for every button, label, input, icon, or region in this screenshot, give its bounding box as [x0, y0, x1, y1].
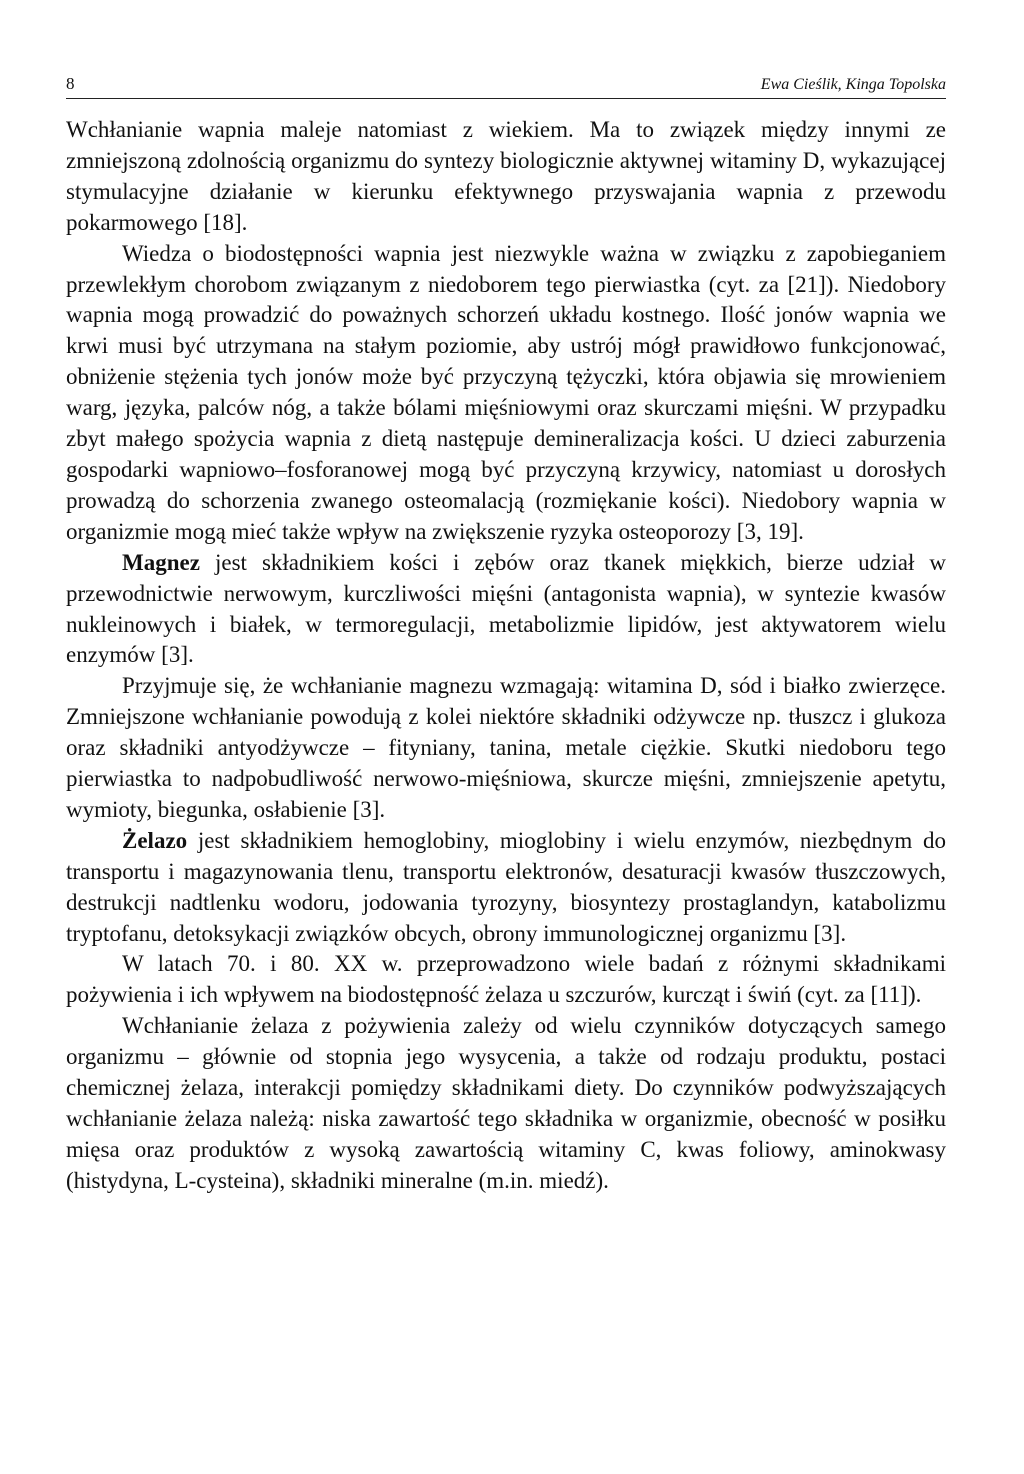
paragraph-text: W latach 70. i 80. XX w. przeprowadzono wiele badań z różnymi składnikami pożywienia i ich wpływem na biodostępność żelaza u szczurów, kurcząt i świń (cyt. za [11]).	[66, 951, 946, 1008]
paragraph	[66, 239, 946, 548]
paragraph-text: Wchłanianie żelaza z pożywienia zależy od wielu czynników dotyczących samego organizmu – głównie od stopnia jego wysycenia, a także od rodzaju produktu, postaci chemicznej żelaza, interakcji pomiędzy składnikami diety. Do czynników podwyższających wchłanianie żelaza należą: niska zawartość tego składnika w organizmie, obecność w posiłku mięsa oraz produktów z wysoką zawartością witaminy C, kwas foliowy, aminokwasy (histydyna, L-cysteina), składniki mineralne (m.in. miedź).	[66, 1013, 946, 1193]
running-header	[66, 72, 946, 99]
paragraph-text: jest składnikiem kości i zębów oraz tkanek miękkich, bierze udział w przewodnictwie nerwowym, kurczliwości mięśni (antagonista wapnia), w syntezie kwasów nukleinowych i białek, w termoregulacji, metabolizmie lipidów, jest aktywatorem wielu enzymów [3].	[66, 549, 946, 668]
body-text	[66, 115, 946, 1197]
paragraph	[66, 548, 946, 672]
paragraph	[66, 115, 946, 239]
document-page	[66, 72, 946, 1197]
paragraph-text: Wiedza o biodostępności wapnia jest niezwykle ważna w związku z zapobieganiem przewlekłym chorobom związanym z niedoborem tego pierwiastka (cyt. za [21]). Niedobory wapnia mogą prowadzić do poważnych schorzeń układu kostnego. Ilość jonów wapnia we krwi musi być utrzymana na stałym poziomie, aby ustrój mógł prawidłowo funkcjonować, obniżenie stężenia tych jonów może być przyczyną tężyczki, która objawia się mrowieniem warg, języka, palców nóg, a także bólami mięśniowymi oraz skurczami mięśni. W przypadku zbyt małego spożycia wapnia z dietą następuje demineralizacja kości. U dzieci zaburzenia gospodarki wapniowo–fosforanowej mogą być przyczyną krzywicy, natomiast u dorosłych prowadzą do schorzenia zwanego osteomalacją (rozmiękanie kości). Niedobory wapnia w organizmie mogą mieć także wpływ na zwiększenie ryzyka osteoporozy [3, 19].	[66, 240, 946, 544]
paragraph	[66, 1011, 946, 1196]
running-header-authors: Ewa Cieślik, Kinga Topolska	[760, 76, 946, 93]
paragraph	[66, 671, 946, 826]
page-number: 8	[66, 74, 75, 93]
paragraph	[66, 826, 946, 950]
paragraph-lead-term: Żelazo	[122, 827, 188, 853]
paragraph	[66, 949, 946, 1011]
paragraph-text: Przyjmuje się, że wchłanianie magnezu wzmagają: witamina D, sód i białko zwierzęce. Zmniejszone wchłanianie powodują z kolei niektóre składniki odżywcze np. tłuszcz i glukoza oraz składniki antyodżywcze – fityniany, tanina, metale ciężkie. Skutki niedoboru tego pierwiastka to nadpobudliwość nerwowo-mięśniowa, skurcze mięśni, zmniejszenie apetytu, wymioty, biegunka, osłabienie [3].	[66, 673, 946, 822]
paragraph-text: Wchłanianie wapnia maleje natomiast z wiekiem. Ma to związek między innymi ze zmniejszoną zdolnością organizmu do syntezy biologicznie aktywnej witaminy D, wykazującej stymulacyjne działanie w kierunku efektywnego przyswajania wapnia z przewodu pokarmowego [18].	[66, 117, 946, 235]
paragraph-lead-term: Magnez	[122, 549, 200, 575]
paragraph-text: jest składnikiem hemoglobiny, mioglobiny i wielu enzymów, niezbędnym do transportu i magazynowania tlenu, transportu elektronów, desaturacji kwasów tłuszczowych, destrukcji nadtlenku wodoru, jodowania tyrozyny, biosyntezy prostaglandyn, katabolizmu tryptofanu, detoksykacji związków obcych, obrony immunologicznej organizmu [3].	[66, 827, 946, 946]
